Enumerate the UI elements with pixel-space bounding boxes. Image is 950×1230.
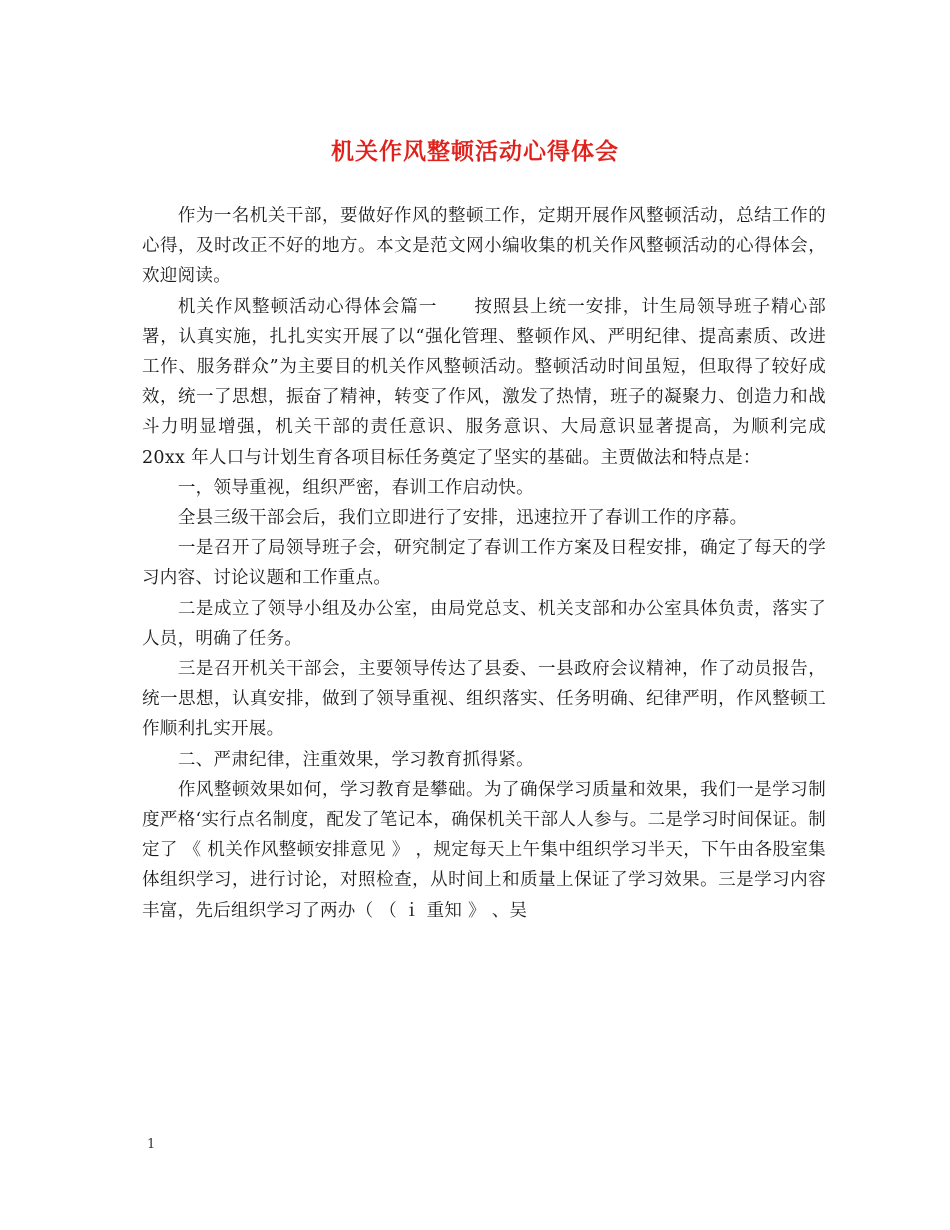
paragraph: 二、严肃纪律，注重效果，学习教育抓得紧。 — [177, 749, 534, 770]
paragraph: 二是成立了领导小组及办公室，由局党总支、机关支部和办公室具体负责，落实了人员，明确了任务。 — [142, 598, 826, 649]
paragraph: 机关作风整顿活动心得体会篇一 按照县上统一安排，计生局领导班子精心部署，认真实施，扎扎实实开展了以“强化管理、整顿作风、严明纪律、提高素质、改进工作、服务群众”为主要目的机关作风整顿活动。整顿活动时间虽短，但取得了较好成效，统一了思想，振奋了精神，转变了作风，激发了热情，班子的凝聚力、创造力和战斗力明显增强，机关干部的责任意识、服务意识、大局意识显著提高，为顺利完成 20xx 年人口与计划生育各项目标任务奠定了坚实的基础。主贾做法和特点是： — [142, 296, 826, 468]
page-number: 1 — [147, 1137, 156, 1152]
document-body — [142, 201, 826, 926]
paragraph: 全县三级干部会后，我们立即进行了安排，迅速拉开了春训工作的序幕。 — [177, 508, 748, 529]
paragraph: 一，领导重视，组织严密，春训工作启动快。 — [177, 477, 534, 498]
document-title: 机关作风整顿活动心得体会 — [331, 138, 619, 165]
paragraph: 三是召开机关干部会，主要领导传达了县委、一县政府会议精神，作了动员报告，统一思想，认真安排，做到了领导重视、组织落实、任务明确、纪律严明，作风整顿工作顺利扎实开展。 — [142, 659, 826, 740]
paragraph: 作风整顿效果如何，学习教育是攀础。为了确保学习质量和效果，我们一是学习制度严格‘实行点名制度，配发了笔记本，确保机关干部人人参与。二是学习时间保证。制定了 《 机关作风整顿安排意见 》 ，规定每天上午集中组织学习半天，下午由各股室集体组织学习，进行讨论，对照检查，从时间上和质量上保证了学习效果。三是学习内容丰富，先后组织学习了两办（ （ ｉ 重知 》 、吴 — [142, 779, 826, 921]
paragraph: 一是召开了局领导班子会，研究制定了春训工作方案及日程安排，确定了每天的学习内容、讨论议题和工作重点。 — [142, 538, 826, 589]
paragraph: 作为一名机关干部，要做好作风的整顿工作，定期开展作风整顿活动，总结工作的心得，及时改正不好的地方。本文是范文网小编收集的机关作风整顿活动的心得体会，欢迎阅读。 — [142, 206, 826, 287]
